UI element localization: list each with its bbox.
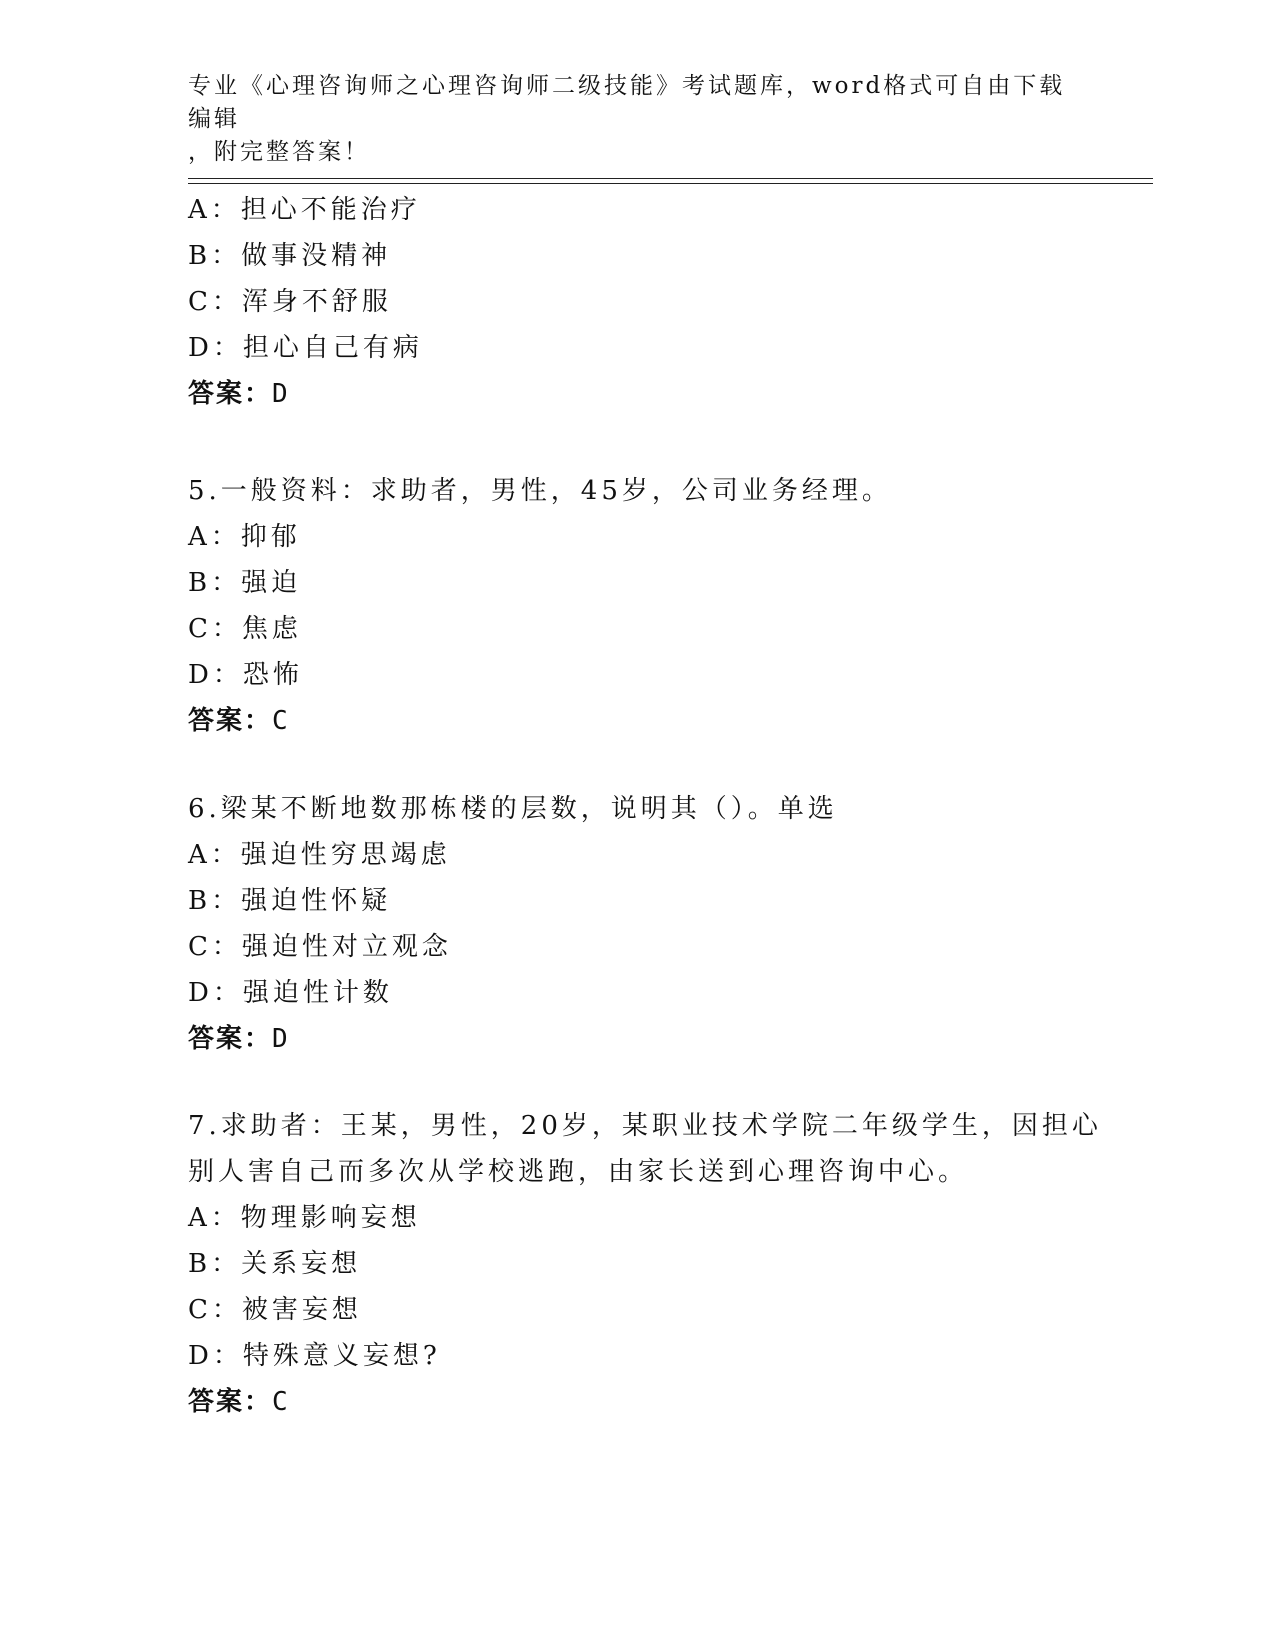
answer-value: D — [272, 1024, 289, 1054]
option-b: B：强迫性怀疑 — [188, 886, 392, 916]
answer-line — [188, 371, 1088, 417]
option-a: A：担心不能治疗 — [188, 195, 421, 225]
option-d: D：恐怖 — [188, 660, 303, 690]
answer-label: 答案： — [188, 379, 273, 409]
question-4 — [188, 187, 1088, 417]
question-7 — [188, 1103, 1102, 1425]
question-stem-line-2: 别人害自己而多次从学校逃跑，由家长送到心理咨询中心。 — [188, 1157, 969, 1187]
option-d: D：强迫性计数 — [188, 978, 393, 1008]
question-stem: 6.梁某不断地数那栋楼的层数，说明其（）。单选 — [188, 794, 838, 824]
answer-line — [188, 698, 1088, 744]
answer-line — [188, 1016, 1088, 1062]
answer-label: 答案： — [188, 706, 273, 736]
header-line-1: 专业《心理咨询师之心理咨询师二级技能》考试题库，word格式可自由下载编辑 — [188, 73, 1066, 132]
header-divider-top — [188, 178, 1153, 179]
header-line-2: ，附完整答案！ — [188, 139, 370, 165]
document-header — [188, 70, 1068, 169]
question-5 — [188, 468, 1088, 744]
answer-label: 答案： — [188, 1387, 273, 1417]
option-a: A：抑郁 — [188, 522, 301, 552]
option-c: C：焦虑 — [188, 614, 302, 644]
option-a: A：物理影响妄想 — [188, 1203, 421, 1233]
answer-value: C — [272, 1387, 289, 1417]
option-c: C：强迫性对立观念 — [188, 932, 452, 962]
question-stem-line-1: 7.求助者：王某，男性，20岁，某职业技术学院二年级学生，因担心 — [188, 1111, 1102, 1141]
answer-value: C — [272, 706, 289, 736]
option-c: C：浑身不舒服 — [188, 287, 392, 317]
option-b: B：强迫 — [188, 568, 302, 598]
option-c: C：被害妄想 — [188, 1295, 362, 1325]
option-b: B：关系妄想 — [188, 1249, 362, 1279]
header-divider-bottom — [188, 183, 1153, 184]
option-b: B：做事没精神 — [188, 241, 392, 271]
option-d: D：担心自己有病 — [188, 333, 423, 363]
question-stem: 5.一般资料：求助者，男性，45岁，公司业务经理。 — [188, 476, 892, 506]
question-6 — [188, 786, 1088, 1062]
answer-label: 答案： — [188, 1024, 273, 1054]
answer-value: D — [272, 379, 289, 409]
answer-line — [188, 1379, 1088, 1425]
option-d: D：特殊意义妄想? — [188, 1341, 441, 1371]
option-a: A：强迫性穷思竭虑 — [188, 840, 451, 870]
